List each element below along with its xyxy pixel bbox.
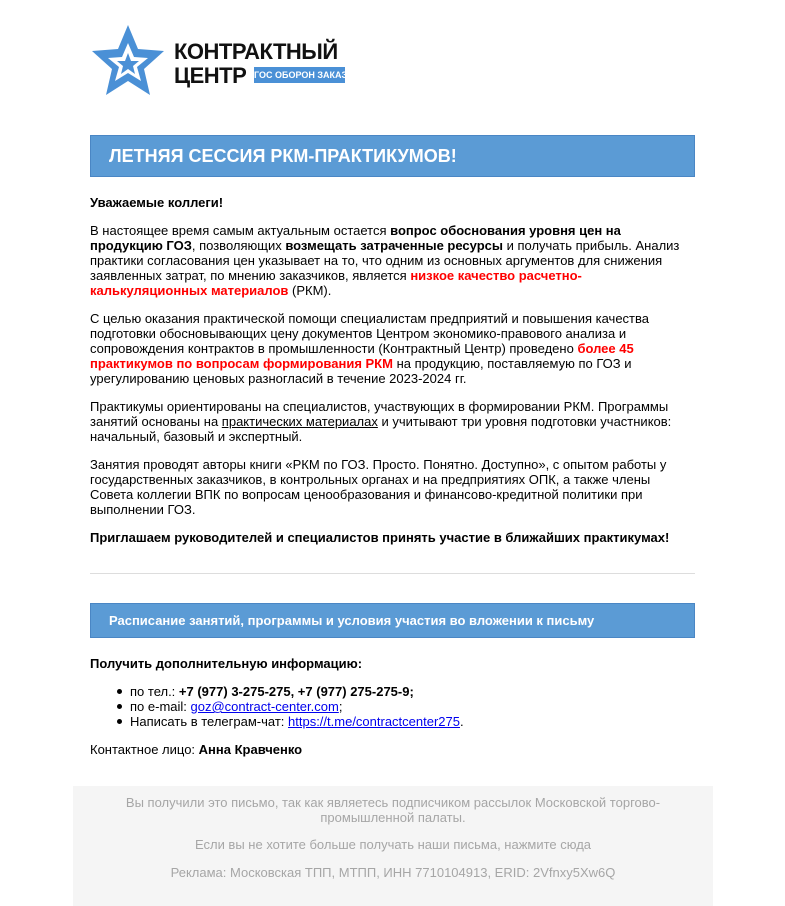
p2-highlight: более 45 практикумов по вопросам формирования РКМ (90, 341, 634, 371)
paragraph-2 (90, 311, 685, 386)
footer-notice: Вы получили это письмо, так как являетесь подписчиком рассылок Московской торгово-промышленной палаты. (125, 795, 661, 825)
p2-text: на продукцию, поставляемую по ГОЗ и урегулированию ценовых разногласий в течение 2023-2024 гг. (90, 356, 632, 386)
contact-person-label: Контактное лицо: (90, 742, 199, 757)
email-item (130, 699, 342, 714)
invite-text: Приглашаем руководителей и специалистов принять участие в ближайших практикумах! (90, 530, 670, 545)
telegram-suffix: . (460, 714, 464, 729)
email-link[interactable]: goz@contract-center.com (190, 699, 339, 714)
email-suffix: ; (338, 699, 343, 714)
p3-text: Практикумы ориентированы на специалистов, участвующих в формировании РКМ. Программы занятий основаны на (90, 399, 669, 429)
bullet-icon (117, 719, 122, 724)
unsubscribe-link[interactable]: Если вы не хотите больше получать наши письма, нажмите сюда (194, 837, 592, 852)
contact-person (90, 742, 685, 757)
logo-line1: КОНТРАКТНЫЙ (174, 39, 338, 64)
greeting: Уважаемые коллеги! (90, 195, 224, 210)
bullet-icon (117, 689, 122, 694)
info-title: Получить дополнительную информацию: (90, 656, 363, 671)
p1-bold-1: вопрос обоснования уровня цен на продукцию ГОЗ (90, 223, 621, 253)
p2-text: С целью оказания практической помощи специалистам предприятий и повышения качества подготовки обосновывающих цену документов Центром экономико-правового анализа и сопровождения контрактов в промышленности (Контрактный Центр) проведено (90, 311, 649, 356)
p1-text: В настоящее время самым актуальным остается (90, 223, 391, 238)
p3-text: и учитывают три уровня подготовки участников: начальный, базовый и экспертный. (90, 414, 672, 444)
telegram-label: Написать в телеграм-чат: (130, 714, 289, 729)
email-label: по e-mail: (130, 699, 191, 714)
telegram-item (130, 714, 464, 729)
paragraph-1 (90, 223, 685, 298)
phone-value: +7 (977) 3-275-275, +7 (977) 275-275-9; (178, 684, 414, 699)
star-logo-icon (90, 23, 166, 103)
footer-ad: Реклама: Московская ТПП, МТПП, ИНН 7710104913, ERID: 2Vfnxy5Xw6Q (170, 865, 616, 880)
p1-text: (РКМ). (288, 283, 332, 298)
divider (90, 573, 695, 574)
phone-item (130, 684, 414, 699)
logo-line2: ЦЕНТР (174, 63, 247, 88)
p1-highlight: низкое качество расчетно-калькуляционных материалов (90, 268, 582, 298)
phone-label: по тел.: (130, 684, 179, 699)
main-banner: ЛЕТНЯЯ СЕССИЯ РКМ-ПРАКТИКУМОВ! (90, 135, 695, 177)
p1-bold-2: возмещать затраченные ресурсы (285, 238, 503, 253)
p1-text: , позволяющих (191, 238, 286, 253)
schedule-banner: Расписание занятий, программы и условия участия во вложении к письму (90, 603, 695, 638)
p3-underlined: практических материалах (221, 414, 378, 429)
telegram-link[interactable]: https://t.me/contractcenter275 (288, 714, 460, 729)
p1-text: и получать прибыль. Анализ практики согласования цен указывает на то, что одним из основных аргументов для снижения заявленных затрат, по мнению заказчиков, является (90, 238, 680, 283)
bullet-icon (117, 704, 122, 709)
paragraph-3 (90, 399, 685, 444)
footer (73, 786, 713, 906)
contact-person-name: Анна Кравченко (198, 742, 303, 757)
logo (90, 23, 346, 103)
paragraph-4: Занятия проводят авторы книги «РКМ по ГОЗ. Просто. Понятно. Доступно», с опытом работы у государственных заказчиков, в контрольных органах и на предприятиях ОПК, а также члены Совета коллегии ВПК по вопросам ценообразования и финансово-кредитной политики при выполнении ГОЗ. (90, 457, 667, 517)
logo-badge: ГОС ОБОРОН ЗАКАЗ (254, 67, 345, 83)
